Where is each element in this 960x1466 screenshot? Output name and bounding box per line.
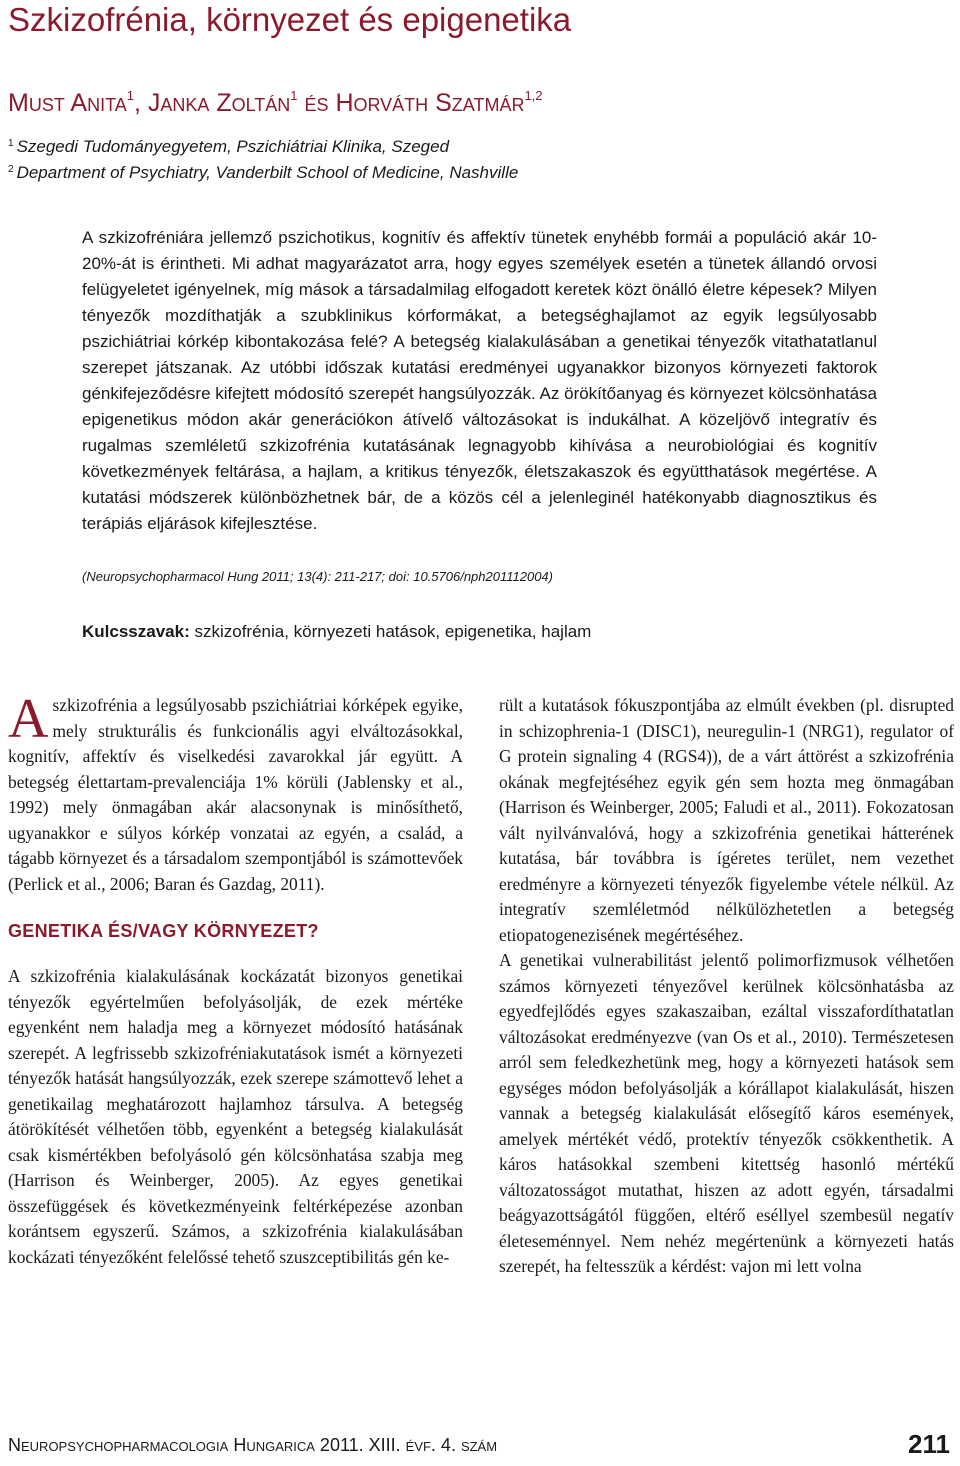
body-column-left xyxy=(8,688,463,1270)
body-paragraph: A szkizofrénia kialakulásának kockázatát bizonyos genetikai tényezők egyértelműen befolyásolják, de ezek mértéke egyenként nem haladja meg a környezet módosító hatásának szerepét. A legfrissebb szkizofréniakutatások ismét a környezeti tényezők hatását hangsúlyozzák, ezek szerepe számottevő lehet a genetikailag meghatározott hajlamhoz társulva. A betegség átörökítését vélhetően több, egyenként a betegség kialakulását csak kismértékben befolyásoló gén kölcsönhatása szabja meg (Harrison és Weinberger, 2005). Az egyes genetikai összefüggések és következményeink feltérképezése azonban korántsem egyszerű. Számos, a szkizofrénia kialakulásában kockázati tényezőként felelőssé tehető szuszceptibilitás gén ke- xyxy=(8,966,463,1267)
citation: (Neuropsychopharmacol Hung 2011; 13(4): 211-217; doi: 10.5706/nph201112004) xyxy=(82,569,553,584)
body-column-right xyxy=(499,693,954,1280)
intro-paragraph-text: szkizofrénia a legsúlyosabb pszichiátriai kórképek egyike, mely strukturális és funkcionális agyi elváltozásokkal, kognitív, affektív és viselkedési zavarokkal jár együtt. A betegség élettartam-prevalenciája 1% körüli (Jablensky et al., 1992) mely önmagában akár alacsonynak is minősíthető, ugyanakkor e súlyos kórkép vonzatai az egyén, a család, a tágabb környezet és a társadalom szempontjából is számottevőek (Perlick et al., 2006; Baran és Gazdag, 2011). xyxy=(8,695,463,894)
drop-cap: A xyxy=(8,688,49,750)
author-separator: , xyxy=(133,89,148,117)
affiliation-text: Department of Psychiatry, Vanderbilt School of Medicine, Nashville xyxy=(16,163,519,182)
author-separator: és xyxy=(297,89,336,117)
author-affiliation-mark: 1 xyxy=(126,88,134,103)
keywords-label: Kulcsszavak: xyxy=(82,622,190,641)
affiliation-number: 2 xyxy=(8,164,14,175)
body-paragraph: A genetikai vulnerabilitást jelentő polimorfizmusok vélhetően számos környezeti tényezővel kerülnek kölcsönhatásba az egyedfejlődés egyes szakaszaiban, ezáltal visszafordíthatatlan változásokat eredményezve (van Os et al., 2010). Természetesen arról sem feledkezhetünk meg, hogy a környezeti hatások sem egységes módon befolyásolják a kórállapot kialakulását, hiszen vannak a betegség kialakulását elősegítő káros események, amelyek mértékét védő, protektív tényezők csökkenthetik. A káros hatásokkal szembeni kitettség hasonló mértékű változatosságot mutathat, hiszen az adott egyén, társadalmi beágyazottságától függően, eltérő eséllyel szembesül negatív életeseménnyel. Nem nehéz megértenünk a környezeti hatás szerepét, ha feltesszük a kérdést: vajon mi lett volna xyxy=(499,950,954,1276)
affiliation-2 xyxy=(8,158,952,185)
affiliation-text: Szegedi Tudományegyetem, Pszichiátriai Klinika, Szeged xyxy=(16,137,450,156)
section-heading: GENETIKA ÉS/VAGY KÖRNYEZET? xyxy=(8,921,319,941)
author-affiliation-mark: 1 xyxy=(290,88,298,103)
affiliation-number: 1 xyxy=(8,138,14,149)
author-name: Must Anita xyxy=(8,89,127,117)
keywords-text: szkizofrénia, környezeti hatások, epigenetika, hajlam xyxy=(189,622,592,641)
intro-paragraph xyxy=(8,688,463,897)
body-paragraph: rült a kutatások fókuszpontjába az elmúlt években (pl. disrupted in schizophrenia-1 (DISC1), neuregulin-1 (NRG1), regulator of G protein signaling 4 (RGS4)), de a várt áttörést a szkizofrénia okának megfejtéséhez egyik gén sem hozta meg önmagában (Harrison és Weinberger, 2005; Faludi et al., 2011). Fokozatosan vált nyilvánvalóvá, hogy a szkizofrénia genetikai hátterének kutatása, bár továbbra is ígéretes terület, nem vezethet eredményre a környezeti tényezők figyelembe vétele nélkül. Az integratív szemléletmód nélkülözhetetlen a betegség etiopatogenezisének megértéséhez. xyxy=(499,695,954,945)
page-number: 211 xyxy=(908,1429,950,1459)
article-title: Szkizofrénia, környezet és epigenetika xyxy=(8,1,572,38)
abstract: A szkizofréniára jellemző pszichotikus, kognitív és affektív tünetek enyhébb formái a populáció akár 10-20%-át is érintheti. Mi adhat magyarázatot arra, hogy egyes személyek esetén a tünetek állandó orvosi felügyeletet igényelnek, míg mások a társadalmilag elfogadott keretek közt önálló életre képesek? Milyen tényezők mozdíthatják a szubklinikus kórformákat, a betegséghajlamot az egyik legsúlyosabb pszichiátriai kórkép kibontakozása felé? A betegség kialakulásában a genetikai tényezők vitathatatlanul szerepet játszanak. Az utóbbi időszak kutatási eredményei ugyanakkor bizonyos környezeti faktorok génkifejeződésre kifejtett módosító szerepét hangsúlyozzák. Az örökítőanyag és környezet kölcsönhatása epigenetikus módon akár generációkon átívelő változásokat is indukálhat. A közeljövő integratív és rugalmas szemléletű szkizofrénia kutatásának legnagyobb kihívása a neurobiológiai és kognitív következmények feltárása, a hajlam, a kritikus tényezők, életszakaszok és együtthatások megértése. A kutatási módszerek különbözhetnek bár, de a közös cél a jelenleginél hatékonyabb diagnosztikus és terápiás eljárások kifejlesztése. xyxy=(82,228,877,533)
affiliation-1 xyxy=(8,132,952,159)
footer-journal: Neuropsychopharmacologia Hungarica 2011. XIII. évf. 4. szám xyxy=(8,1435,498,1455)
author-name: Horváth Szatmár xyxy=(335,89,525,117)
keywords xyxy=(82,619,877,645)
author-list xyxy=(8,80,952,119)
author-name: Janka Zoltán xyxy=(147,89,291,117)
author-affiliation-mark: 1,2 xyxy=(524,88,543,103)
